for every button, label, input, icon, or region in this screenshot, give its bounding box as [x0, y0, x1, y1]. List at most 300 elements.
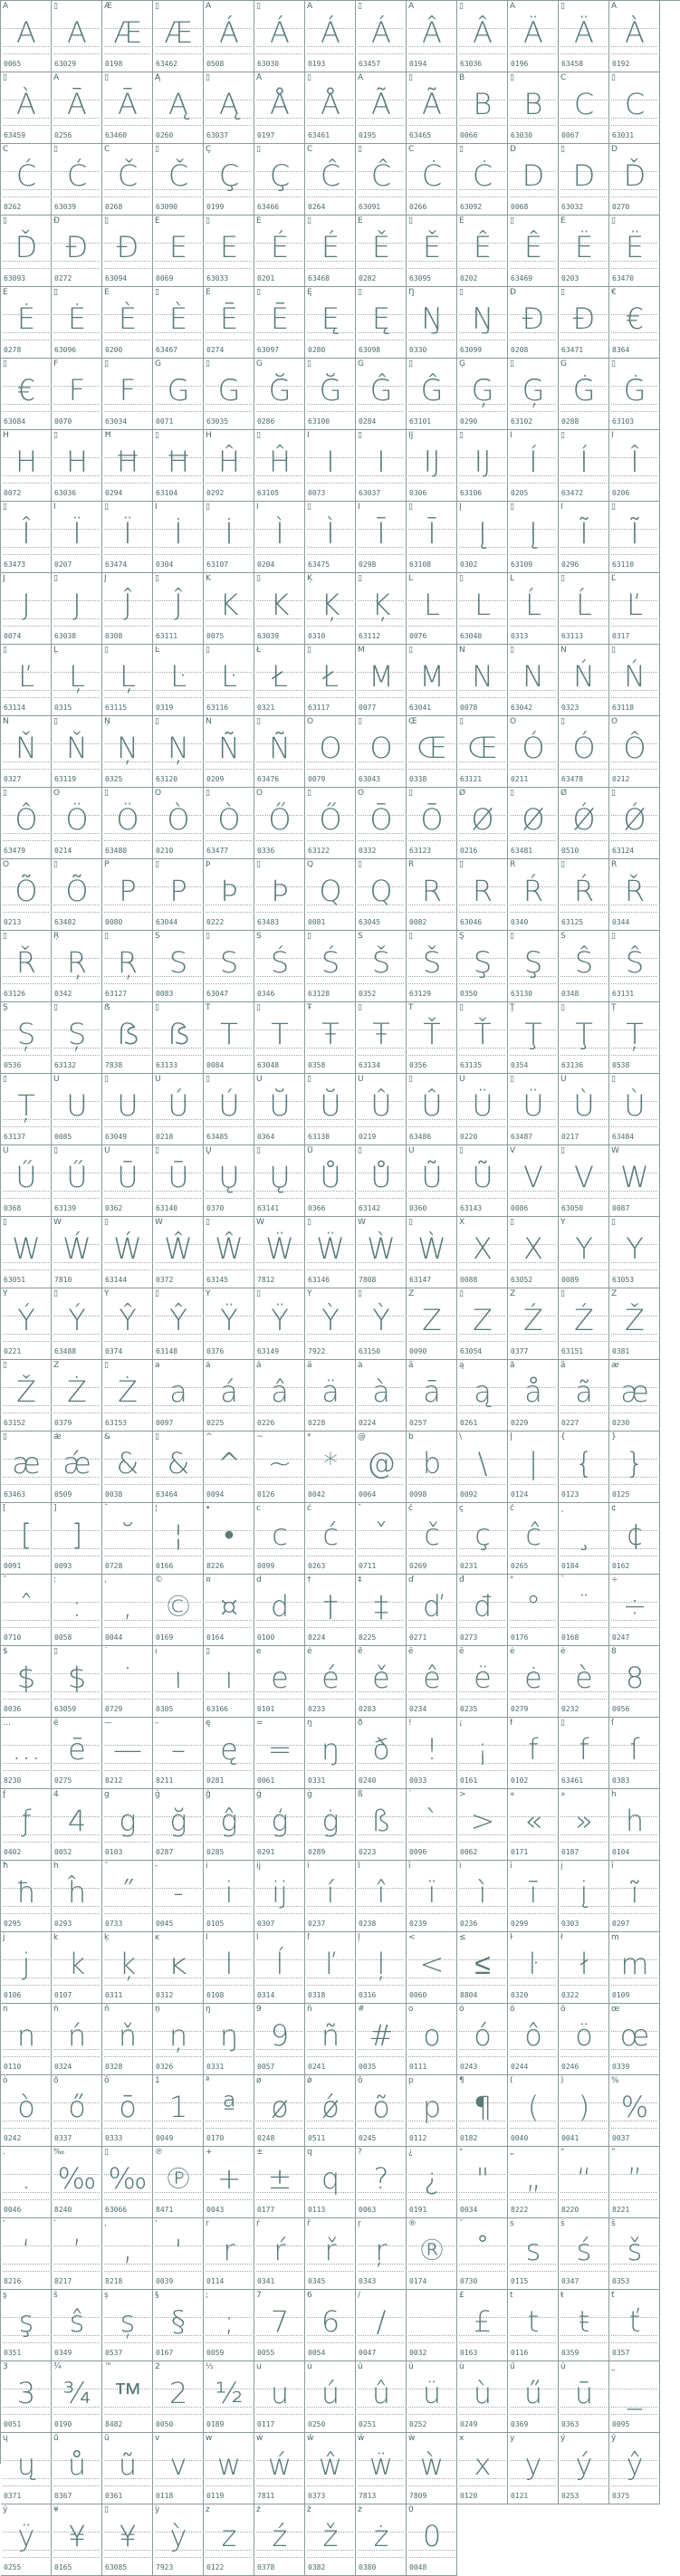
- glyph-sample: Ě: [371, 230, 391, 264]
- glyph-code: 0381: [612, 1347, 630, 1355]
- glyph-cell: [153, 215, 204, 287]
- glyph-cell: [559, 1503, 609, 1575]
- descender-guide: [155, 2128, 201, 2129]
- glyph-code: 63095: [409, 274, 432, 282]
- glyph-cell: [508, 1432, 559, 1503]
- glyph-sample: ì: [478, 1875, 487, 1910]
- glyph-cell: [305, 1932, 356, 2004]
- glyph-sample: Ø: [522, 802, 545, 837]
- glyph-sample: Ċ: [421, 158, 443, 193]
- glyph-label: ļ: [358, 1933, 360, 1942]
- glyph-sample: 1: [168, 2090, 188, 2124]
- glyph-cell: [356, 2290, 407, 2361]
- glyph-sample: _: [627, 2376, 642, 2410]
- glyph-sample: §: [171, 2304, 186, 2339]
- glyph-code: 0088: [460, 1276, 478, 1284]
- descender-guide: [358, 2557, 404, 2558]
- glyph-code: 0074: [4, 632, 22, 640]
- glyph-code: 7808: [359, 1276, 377, 1284]
- glyph-sample: n: [16, 2018, 36, 2053]
- glyph-cell: [52, 1145, 102, 1217]
- glyph-code: 0064: [359, 1490, 377, 1499]
- glyph-sample: x: [474, 2447, 492, 2482]
- glyph-cell: [508, 1932, 559, 2004]
- glyph-cell: [559, 430, 609, 502]
- glyph-cell: [153, 2290, 204, 2361]
- glyph-label: Â: [53, 73, 60, 82]
- descender-guide: [611, 769, 657, 770]
- descender-guide: [307, 1484, 353, 1485]
- glyph-code: 63147: [409, 1276, 432, 1284]
- glyph-code: 0383: [612, 1776, 630, 1785]
- glyph-cell: [204, 1789, 254, 1861]
- descender-guide: [206, 1842, 252, 1843]
- glyph-cell: [559, 2290, 609, 2361]
- glyph-sample: €: [16, 373, 36, 407]
- descender-guide: [206, 1198, 252, 1199]
- glyph-label: â: [256, 1361, 262, 1370]
- glyph-cell: [407, 1718, 457, 1789]
- glyph-label: Ê: [459, 216, 465, 225]
- glyph-code: 0240: [359, 1776, 377, 1785]
- glyph-code: 0244: [511, 2063, 529, 2071]
- glyph-code: 63108: [409, 560, 432, 569]
- glyph-sample: ¦: [173, 1518, 184, 1552]
- descender-guide: [510, 1341, 556, 1342]
- glyph-sample: ģ: [271, 1804, 289, 1838]
- glyph-sample: Ỳ: [321, 1303, 340, 1337]
- glyph-cell: [457, 2075, 508, 2147]
- glyph-cell: [102, 1360, 153, 1432]
- glyph-sample: Ý: [17, 1303, 35, 1337]
- glyph-cell: [305, 788, 356, 859]
- glyph-sample: *: [323, 1446, 338, 1480]
- glyph-code: 0297: [612, 1920, 630, 1928]
- glyph-label: Ë: [560, 216, 566, 225]
- glyph-cell: [559, 1074, 609, 1145]
- descender-guide: [358, 1699, 404, 1700]
- glyph-cell: [609, 1432, 660, 1503]
- glyph-cell: [457, 2361, 508, 2433]
- glyph-code: 8471: [156, 2206, 174, 2214]
- glyph-cell: [457, 1360, 508, 1432]
- glyph-cell: [153, 859, 204, 931]
- glyph-code: 8225: [359, 1633, 377, 1642]
- glyph-cell: [305, 1360, 356, 1432]
- glyph-sample: Ŧ: [321, 1017, 340, 1051]
- glyph-code: 0059: [206, 2349, 225, 2357]
- glyph-label: \: [459, 1432, 463, 1441]
- glyph-label: »: [560, 1790, 566, 1799]
- glyph-sample: Å: [321, 87, 340, 121]
- glyph-code: 0229: [511, 1419, 529, 1427]
- glyph-sample: ļ: [377, 1947, 386, 1981]
- descender-guide: [358, 769, 404, 770]
- glyph-label: Ŷ: [104, 1289, 110, 1298]
- glyph-sample: Ĉ: [370, 158, 392, 193]
- glyph-code: 0084: [206, 1061, 225, 1069]
- descender-guide: [510, 2414, 556, 2415]
- glyph-code: 0051: [4, 2420, 22, 2428]
- glyph-code: 0374: [105, 1347, 123, 1355]
- glyph-code: 0096: [409, 1848, 427, 1856]
- glyph-sample: Ź: [523, 1303, 543, 1337]
- glyph-code: 0091: [4, 1562, 22, 1570]
- descender-guide: [510, 1269, 556, 1270]
- glyph-code: 63488: [54, 1347, 77, 1355]
- glyph-cell: [407, 2075, 457, 2147]
- glyph-sample: ^: [216, 1446, 242, 1480]
- glyph-code: 63099: [460, 346, 483, 354]
- glyph-code: 0190: [54, 2420, 72, 2428]
- glyph-code: 0205: [511, 489, 529, 497]
- descender-guide: [560, 840, 607, 841]
- glyph-sample: ˘: [120, 1518, 135, 1552]
- glyph-label: w: [206, 2434, 213, 2443]
- glyph-label: ▯: [358, 717, 362, 726]
- glyph-label: ▯: [256, 288, 261, 297]
- glyph-label: ę: [206, 1719, 211, 1728]
- glyph-sample: Î: [22, 516, 31, 551]
- glyph-code: 0214: [54, 847, 72, 855]
- glyph-label: ▯: [3, 646, 7, 655]
- glyph-code: 0351: [4, 2349, 22, 2357]
- descender-guide: [459, 1484, 505, 1485]
- glyph-code: 63475: [308, 560, 330, 569]
- descender-guide: [560, 769, 607, 770]
- glyph-cell: [153, 359, 204, 430]
- glyph-sample: Ŋ: [471, 302, 494, 336]
- glyph-label: Ć: [3, 145, 9, 154]
- glyph-label: ▯: [104, 932, 109, 941]
- descender-guide: [408, 1269, 455, 1270]
- glyph-cell: [457, 931, 508, 1002]
- glyph-cell: [254, 502, 305, 573]
- glyph-code: 0366: [308, 1204, 326, 1212]
- glyph-cell: [305, 1432, 356, 1503]
- glyph-sample: F: [119, 373, 137, 407]
- glyph-sample: Ż: [118, 1374, 138, 1409]
- glyph-cell: [356, 716, 407, 788]
- descender-guide: [256, 411, 302, 412]
- glyph-cell: [407, 2218, 457, 2290]
- glyph-code: 63139: [54, 1204, 77, 1212]
- glyph-sample: Ĺ: [525, 588, 541, 622]
- glyph-label: ı: [155, 1647, 158, 1656]
- glyph-sample: Ú: [168, 1088, 189, 1123]
- glyph-label: ▯: [104, 646, 109, 655]
- glyph-label: ▯: [104, 2148, 109, 2157]
- descender-guide: [307, 769, 353, 770]
- glyph-cell: [305, 1575, 356, 1646]
- descender-guide: [104, 1198, 150, 1199]
- glyph-sample: C: [624, 87, 646, 121]
- glyph-cell: [52, 359, 102, 430]
- glyph-label: ▯: [104, 1361, 109, 1370]
- glyph-code: 0311: [105, 1991, 123, 1999]
- glyph-sample: ņ: [168, 2018, 188, 2053]
- descender-guide: [104, 2199, 150, 2200]
- glyph-label: ▯: [155, 1146, 159, 1155]
- descender-guide: [3, 1842, 49, 1843]
- glyph-sample: Ŝ: [574, 945, 594, 980]
- glyph-cell: [254, 1145, 305, 1217]
- glyph-code: 63123: [409, 847, 432, 855]
- glyph-sample: Y: [575, 1231, 593, 1266]
- glyph-label: ĳ: [256, 1862, 262, 1871]
- glyph-sample: Ę: [371, 302, 391, 336]
- glyph-cell: [204, 2147, 254, 2218]
- glyph-sample: Á: [321, 15, 340, 50]
- glyph-sample: -: [173, 1875, 184, 1910]
- glyph-cell: [508, 2290, 559, 2361]
- glyph-cell: [153, 1432, 204, 1503]
- descender-guide: [307, 411, 353, 412]
- glyph-sample: œ: [619, 2018, 650, 2053]
- glyph-code: 0369: [511, 2420, 529, 2428]
- descender-guide: [307, 1627, 353, 1628]
- glyph-cell: [609, 645, 660, 716]
- glyph-label: ˆ: [3, 1575, 7, 1585]
- glyph-sample: ¨: [577, 1589, 591, 1623]
- glyph-code: 0299: [511, 1920, 529, 1928]
- descender-guide: [256, 2271, 302, 2272]
- glyph-label: Ù: [560, 1075, 567, 1084]
- glyph-cell: [1, 1575, 52, 1646]
- glyph-label: ±: [256, 2148, 263, 2157]
- glyph-code: 63485: [206, 1133, 229, 1141]
- glyph-code: 0382: [308, 2563, 326, 2571]
- descender-guide: [206, 840, 252, 841]
- descender-guide: [459, 769, 505, 770]
- glyph-code: 0328: [105, 2063, 123, 2071]
- glyph-label: ▯: [3, 932, 7, 941]
- glyph-label: E: [155, 216, 160, 225]
- glyph-label: à: [358, 1361, 363, 1370]
- descender-guide: [560, 2199, 607, 2200]
- glyph-code: 63091: [359, 203, 381, 211]
- glyph-code: 63032: [561, 203, 584, 211]
- descender-guide: [459, 2485, 505, 2486]
- glyph-cell: [356, 2504, 407, 2576]
- descender-guide: [358, 53, 404, 54]
- glyph-label: ž: [307, 2505, 311, 2514]
- glyph-code: 0197: [257, 131, 275, 139]
- glyph-cell: [102, 573, 153, 645]
- descender-guide: [104, 912, 150, 913]
- glyph-code: 0361: [105, 2492, 123, 2500]
- descender-guide: [560, 1985, 607, 1986]
- glyph-cell: [559, 1432, 609, 1503]
- descender-guide: [206, 125, 252, 126]
- glyph-cell: [407, 1932, 457, 2004]
- descender-guide: [307, 697, 353, 698]
- glyph-cell: [102, 1432, 153, 1503]
- glyph-cell: [102, 1217, 153, 1288]
- glyph-cell: [407, 931, 457, 1002]
- glyph-code: 63486: [409, 1133, 432, 1141]
- descender-guide: [408, 53, 455, 54]
- glyph-code: 0184: [561, 1562, 579, 1570]
- glyph-label: ẃ: [256, 2434, 263, 2443]
- glyph-cell: [305, 502, 356, 573]
- descender-guide: [611, 2271, 657, 2272]
- glyph-code: 0339: [612, 2063, 630, 2071]
- glyph-sample: Þ: [220, 874, 238, 908]
- descender-guide: [611, 2056, 657, 2057]
- glyph-sample: Ņ: [117, 731, 139, 765]
- glyph-sample: ù: [473, 2376, 493, 2410]
- glyph-label: ▯: [459, 1289, 464, 1298]
- glyph-code: 63037: [359, 489, 381, 497]
- glyph-label: ș: [104, 2291, 109, 2300]
- glyph-sample: Ş: [523, 945, 543, 980]
- glyph-label: ż: [358, 2505, 362, 2514]
- glyph-sample: 9: [270, 2018, 290, 2053]
- glyph-cell: [254, 2004, 305, 2075]
- descender-guide: [611, 411, 657, 412]
- glyph-label: Ŋ: [408, 288, 415, 297]
- descender-guide: [256, 912, 302, 913]
- glyph-label: c: [256, 1504, 261, 1513]
- glyph-sample: Æ: [164, 15, 193, 50]
- glyph-sample: h: [625, 1804, 645, 1838]
- descender-guide: [560, 1055, 607, 1056]
- glyph-label: L: [408, 574, 414, 583]
- glyph-sample: Ģ: [522, 373, 545, 407]
- glyph-sample: [: [20, 1518, 33, 1552]
- glyph-label: ▯: [155, 1432, 159, 1441]
- descender-guide: [459, 697, 505, 698]
- descender-guide: [560, 1412, 607, 1413]
- glyph-cell: [356, 1360, 407, 1432]
- glyph-code: 0230: [612, 1419, 630, 1427]
- glyph-label: ķ: [104, 1933, 110, 1942]
- glyph-code: 63033: [206, 274, 229, 282]
- glyph-code: 63045: [359, 918, 381, 926]
- glyph-label: ẞ: [104, 1003, 110, 1012]
- glyph-label: ▯: [3, 1361, 7, 1370]
- glyph-label: Õ: [3, 860, 10, 869]
- glyph-sample: Í: [529, 445, 538, 479]
- glyph-code: 0710: [4, 1633, 22, 1642]
- glyph-label: Ĥ: [206, 431, 212, 440]
- descender-guide: [256, 53, 302, 54]
- glyph-sample: ŀ: [528, 1947, 539, 1981]
- glyph-cell: [356, 215, 407, 287]
- descender-guide: [560, 1842, 607, 1843]
- descender-guide: [408, 1412, 455, 1413]
- glyph-sample: à: [372, 1374, 390, 1409]
- descender-guide: [155, 125, 201, 126]
- glyph-sample: Ê: [473, 230, 493, 264]
- glyph-cell: [508, 2218, 559, 2290]
- glyph-sample: $: [16, 1661, 36, 1695]
- glyph-sample: ē: [68, 1732, 86, 1767]
- glyph-sample: Ū: [168, 1160, 189, 1194]
- descender-guide: [256, 1985, 302, 1986]
- descender-guide: [611, 268, 657, 269]
- glyph-label: @: [358, 1432, 366, 1441]
- glyph-cell: [102, 1789, 153, 1861]
- glyph-sample: ſ: [629, 1732, 640, 1767]
- descender-guide: [104, 2271, 150, 2272]
- glyph-code: 0402: [4, 1848, 22, 1856]
- descender-guide: [155, 1770, 201, 1771]
- glyph-cell: [204, 716, 254, 788]
- descender-guide: [206, 2056, 252, 2057]
- glyph-sample: 2: [168, 2376, 188, 2410]
- descender-guide: [3, 1269, 49, 1270]
- glyph-sample: ž: [322, 2519, 339, 2553]
- glyph-cell: [407, 788, 457, 859]
- glyph-label: č: [408, 1504, 413, 1513]
- glyph-label: ŷ: [611, 2434, 617, 2443]
- glyph-code: 0362: [105, 1204, 123, 1212]
- glyph-sample: Ô: [14, 802, 38, 837]
- descender-guide: [155, 840, 201, 841]
- glyph-code: 63138: [308, 1133, 330, 1141]
- glyph-code: 63096: [54, 346, 77, 354]
- glyph-label: 0: [408, 2505, 414, 2514]
- glyph-code: 0068: [511, 203, 529, 211]
- descender-guide: [206, 2342, 252, 2343]
- descender-guide: [206, 1269, 252, 1270]
- glyph-sample: ‚: [122, 2233, 133, 2267]
- glyph-sample: Ẁ: [367, 1231, 396, 1266]
- descender-guide: [358, 983, 404, 984]
- glyph-cell: [153, 1360, 204, 1432]
- descender-guide: [459, 2271, 505, 2272]
- glyph-sample: †: [323, 1589, 338, 1623]
- glyph-cell: [204, 1, 254, 72]
- glyph-sample: ą: [474, 1374, 492, 1409]
- glyph-sample: Þ: [271, 874, 289, 908]
- glyph-cell: [559, 573, 609, 645]
- glyph-cell: [457, 2147, 508, 2218]
- glyph-code: 0104: [612, 1848, 630, 1856]
- glyph-sample: Â: [422, 15, 442, 50]
- glyph-code: 0225: [206, 1419, 225, 1427]
- glyph-label: Ī: [358, 503, 360, 512]
- glyph-sample: f: [528, 1732, 539, 1767]
- glyph-cell: [609, 1789, 660, 1861]
- glyph-code: 0331: [308, 1776, 326, 1785]
- glyph-code: 0364: [257, 1133, 275, 1141]
- glyph-cell: [254, 72, 305, 144]
- glyph-code: 0332: [359, 847, 377, 855]
- glyph-cell: [559, 1217, 609, 1288]
- glyph-cell: [102, 1932, 153, 2004]
- glyph-label: è: [560, 1647, 566, 1656]
- glyph-label: ▯: [408, 503, 413, 512]
- glyph-code: 0274: [206, 346, 225, 354]
- glyph-cell: [457, 72, 508, 144]
- glyph-sample: Ą: [168, 87, 188, 121]
- glyph-cell: [1, 1503, 52, 1575]
- glyph-cell: [102, 1, 153, 72]
- descender-guide: [611, 1126, 657, 1127]
- descender-guide: [3, 626, 49, 627]
- descender-guide: [611, 1269, 657, 1270]
- glyph-cell: [1, 788, 52, 859]
- glyph-cell: [559, 502, 609, 573]
- glyph-label: ▯: [206, 216, 210, 225]
- descender-guide: [155, 1269, 201, 1270]
- glyph-label: Ö: [53, 789, 61, 798]
- descender-guide: [53, 769, 100, 770]
- glyph-label: û: [358, 2362, 363, 2371]
